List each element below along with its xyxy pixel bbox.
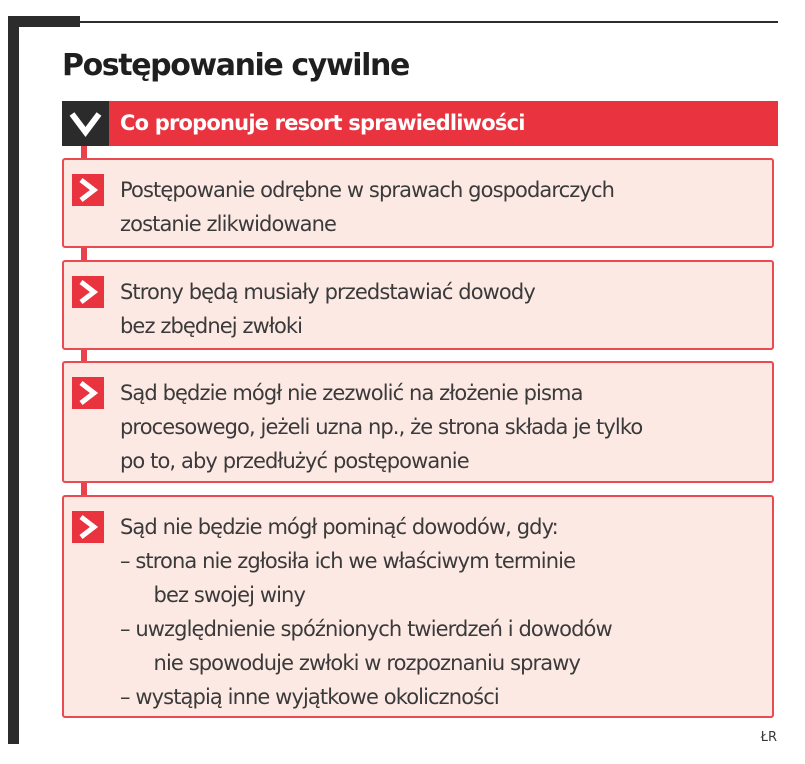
frame-top-corner xyxy=(8,16,80,27)
item-bullet: – strona nie zgłosiła ich we właściwym terminie bez swojej winy xyxy=(120,549,576,607)
section-header-label: Co proponuje resort sprawiedliwości xyxy=(120,111,525,135)
item-line: Strony będą musiały przedstawiać dowody xyxy=(120,280,535,304)
list-item xyxy=(62,260,774,350)
section-header xyxy=(62,101,778,146)
chevron-down-icon xyxy=(62,101,109,146)
chevron-right-icon xyxy=(72,511,104,543)
page-title: Postępowanie cywilne xyxy=(62,48,409,83)
frame-left-rule xyxy=(8,16,19,744)
item-line: Postępowanie odrębne w sprawach gospodarczych xyxy=(120,178,615,202)
item-line: po to, aby przedłużyć postępowanie xyxy=(120,449,469,473)
item-line: bez zbędnej zwłoki xyxy=(120,314,303,338)
list-item-text xyxy=(120,376,642,478)
item-line: zostanie zlikwidowane xyxy=(120,212,337,236)
chevron-right-icon xyxy=(72,174,104,206)
chevron-right-icon xyxy=(72,276,104,308)
author-credit: ŁR xyxy=(760,730,777,745)
item-bullet: – wystąpią inne wyjątkowe okoliczności xyxy=(120,685,499,709)
list-item xyxy=(62,361,774,483)
list-item xyxy=(62,495,774,718)
frame-top-rule xyxy=(80,21,778,23)
item-bullet: – uwzględnienie spóźnionych twierdzeń i dowodów nie spowoduje zwłoki w rozpoznaniu sprawy xyxy=(120,617,612,675)
list-item-text xyxy=(120,510,612,714)
item-line: procesowego, jeżeli uzna np., że strona składa je tylko xyxy=(120,415,643,439)
list-item xyxy=(62,158,774,248)
list-item-text xyxy=(120,275,535,343)
list-item-text xyxy=(120,173,614,241)
item-intro: Sąd nie będzie mógł pominąć dowodów, gdy: xyxy=(120,515,558,539)
item-line: Sąd będzie mógł nie zezwolić na złożenie pisma xyxy=(120,381,583,405)
chevron-right-icon xyxy=(72,377,104,409)
